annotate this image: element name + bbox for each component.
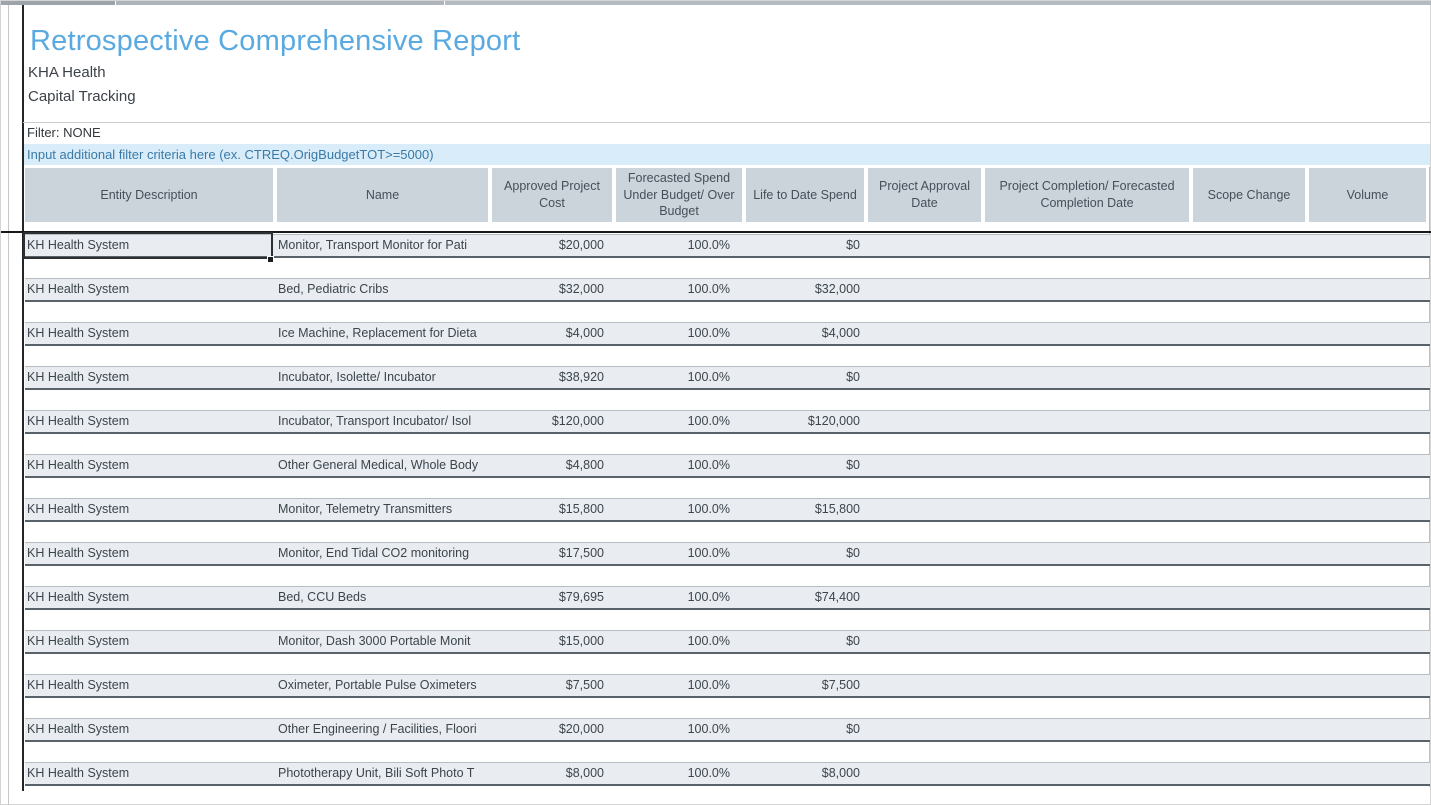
cell-entity-description[interactable]: KH Health System <box>27 238 130 252</box>
cell-forecasted-spend[interactable]: 100.0% <box>687 502 730 516</box>
cell-life-to-date-spend[interactable]: $0 <box>846 722 860 736</box>
column-header[interactable]: Entity Description <box>25 168 273 222</box>
cell-approved-project-cost[interactable]: $4,000 <box>565 326 604 340</box>
table-header-row <box>1 168 1431 222</box>
table-row[interactable] <box>25 542 1430 566</box>
cell-forecasted-spend[interactable]: 100.0% <box>687 370 730 384</box>
cell-name[interactable]: Oximeter, Portable Pulse Oximeters <box>278 678 477 692</box>
cell-approved-project-cost[interactable]: $20,000 <box>558 238 604 252</box>
column-header[interactable]: Project Approval Date <box>868 168 981 222</box>
table-row[interactable] <box>25 454 1430 478</box>
cell-life-to-date-spend[interactable]: $0 <box>846 238 860 252</box>
cell-life-to-date-spend[interactable]: $32,000 <box>814 282 860 296</box>
cell-entity-description[interactable]: KH Health System <box>27 634 130 648</box>
cell-name[interactable]: Phototherapy Unit, Bili Soft Photo T <box>278 766 475 780</box>
cell-name[interactable]: Incubator, Transport Incubator/ Isol <box>278 414 472 428</box>
cell-name[interactable]: Bed, Pediatric Cribs <box>278 282 389 296</box>
cell-entity-description[interactable]: KH Health System <box>27 326 130 340</box>
cell-approved-project-cost[interactable]: $15,000 <box>558 634 604 648</box>
table-row[interactable] <box>25 322 1430 346</box>
cell-forecasted-spend[interactable]: 100.0% <box>687 458 730 472</box>
cell-name[interactable]: Monitor, Dash 3000 Portable Monit <box>278 634 471 648</box>
window-top-strip <box>1 1 1431 5</box>
cell-name[interactable]: Ice Machine, Replacement for Dieta <box>278 326 477 340</box>
cell-forecasted-spend[interactable]: 100.0% <box>687 766 730 780</box>
cell-life-to-date-spend[interactable]: $0 <box>846 458 860 472</box>
cell-forecasted-spend[interactable]: 100.0% <box>687 634 730 648</box>
column-header[interactable]: Scope Change <box>1193 168 1305 222</box>
cell-entity-description[interactable]: KH Health System <box>27 370 130 384</box>
left-frame-line <box>8 5 9 805</box>
cell-forecasted-spend[interactable]: 100.0% <box>687 238 730 252</box>
cell-life-to-date-spend[interactable]: $8,000 <box>821 766 860 780</box>
cell-forecasted-spend[interactable]: 100.0% <box>687 326 730 340</box>
divider-line <box>23 122 1430 123</box>
cell-name[interactable]: Monitor, Transport Monitor for Pati <box>278 238 467 252</box>
table-row[interactable] <box>25 410 1430 434</box>
cell-entity-description[interactable]: KH Health System <box>27 722 130 736</box>
filter-criteria-input[interactable]: Input additional filter criteria here (ex. CTREQ.OrigBudgetTOT>=5000) <box>24 144 1430 165</box>
cell-entity-description[interactable]: KH Health System <box>27 458 130 472</box>
column-header[interactable]: Approved Project Cost <box>492 168 612 222</box>
cell-approved-project-cost[interactable]: $32,000 <box>558 282 604 296</box>
cell-forecasted-spend[interactable]: 100.0% <box>687 678 730 692</box>
top-strip-segment <box>1 1 116 5</box>
cell-life-to-date-spend[interactable]: $0 <box>846 370 860 384</box>
cell-life-to-date-spend[interactable]: $0 <box>846 546 860 560</box>
cell-approved-project-cost[interactable]: $8,000 <box>565 766 604 780</box>
cell-entity-description[interactable]: KH Health System <box>27 590 130 604</box>
cell-entity-description[interactable]: KH Health System <box>27 502 130 516</box>
cell-entity-description[interactable]: KH Health System <box>27 678 130 692</box>
cell-forecasted-spend[interactable]: 100.0% <box>687 722 730 736</box>
cell-approved-project-cost[interactable]: $20,000 <box>558 722 604 736</box>
cell-name[interactable]: Incubator, Isolette/ Incubator <box>278 370 436 384</box>
page-title: Retrospective Comprehensive Report <box>30 25 521 57</box>
cell-life-to-date-spend[interactable]: $7,500 <box>821 678 860 692</box>
organization-name: KHA Health <box>28 64 106 81</box>
table-row[interactable] <box>25 674 1430 698</box>
cell-approved-project-cost[interactable]: $120,000 <box>551 414 604 428</box>
table-row[interactable] <box>25 586 1430 610</box>
cell-approved-project-cost[interactable]: $15,800 <box>558 502 604 516</box>
cell-entity-description[interactable]: KH Health System <box>27 282 130 296</box>
cell-forecasted-spend[interactable]: 100.0% <box>687 546 730 560</box>
cell-name[interactable]: Other General Medical, Whole Body <box>278 458 479 472</box>
cell-approved-project-cost[interactable]: $7,500 <box>565 678 604 692</box>
top-strip-segment <box>116 1 445 5</box>
column-header[interactable]: Life to Date Spend <box>746 168 864 222</box>
cell-life-to-date-spend[interactable]: $15,800 <box>814 502 860 516</box>
cell-life-to-date-spend[interactable]: $74,400 <box>814 590 860 604</box>
table-top-border <box>1 231 1431 233</box>
cell-entity-description[interactable]: KH Health System <box>27 546 130 560</box>
cell-approved-project-cost[interactable]: $17,500 <box>558 546 604 560</box>
table-row[interactable] <box>25 366 1430 390</box>
table-row[interactable] <box>25 762 1430 786</box>
cell-forecasted-spend[interactable]: 100.0% <box>687 414 730 428</box>
cell-life-to-date-spend[interactable]: $0 <box>846 634 860 648</box>
cell-entity-description[interactable]: KH Health System <box>27 766 130 780</box>
cell-name[interactable]: Bed, CCU Beds <box>278 590 367 604</box>
cell-forecasted-spend[interactable]: 100.0% <box>687 282 730 296</box>
column-header[interactable]: Project Completion/ Forecasted Completion Date <box>985 168 1189 222</box>
table-row[interactable] <box>25 630 1430 654</box>
table-row[interactable] <box>25 498 1430 522</box>
table-row[interactable] <box>25 278 1430 302</box>
column-header[interactable]: Volume <box>1309 168 1426 222</box>
filter-status-label: Filter: NONE <box>27 125 101 140</box>
cell-approved-project-cost[interactable]: $38,920 <box>558 370 604 384</box>
column-header[interactable]: Name <box>277 168 488 222</box>
table-row[interactable] <box>25 234 1430 258</box>
cell-name[interactable]: Other Engineering / Facilities, Floori <box>278 722 477 736</box>
report-type-label: Capital Tracking <box>28 88 136 105</box>
table-row[interactable] <box>25 718 1430 742</box>
top-strip-segment <box>445 1 1431 5</box>
cell-forecasted-spend[interactable]: 100.0% <box>687 590 730 604</box>
cell-life-to-date-spend[interactable]: $120,000 <box>807 414 860 428</box>
cell-name[interactable]: Monitor, End Tidal CO2 monitoring <box>278 546 470 560</box>
cell-name[interactable]: Monitor, Telemetry Transmitters <box>278 502 453 516</box>
cell-life-to-date-spend[interactable]: $4,000 <box>821 326 860 340</box>
cell-approved-project-cost[interactable]: $79,695 <box>558 590 604 604</box>
column-header[interactable]: Forecasted Spend Under Budget/ Over Budget <box>616 168 742 222</box>
cell-approved-project-cost[interactable]: $4,800 <box>565 458 604 472</box>
cell-entity-description[interactable]: KH Health System <box>27 414 130 428</box>
